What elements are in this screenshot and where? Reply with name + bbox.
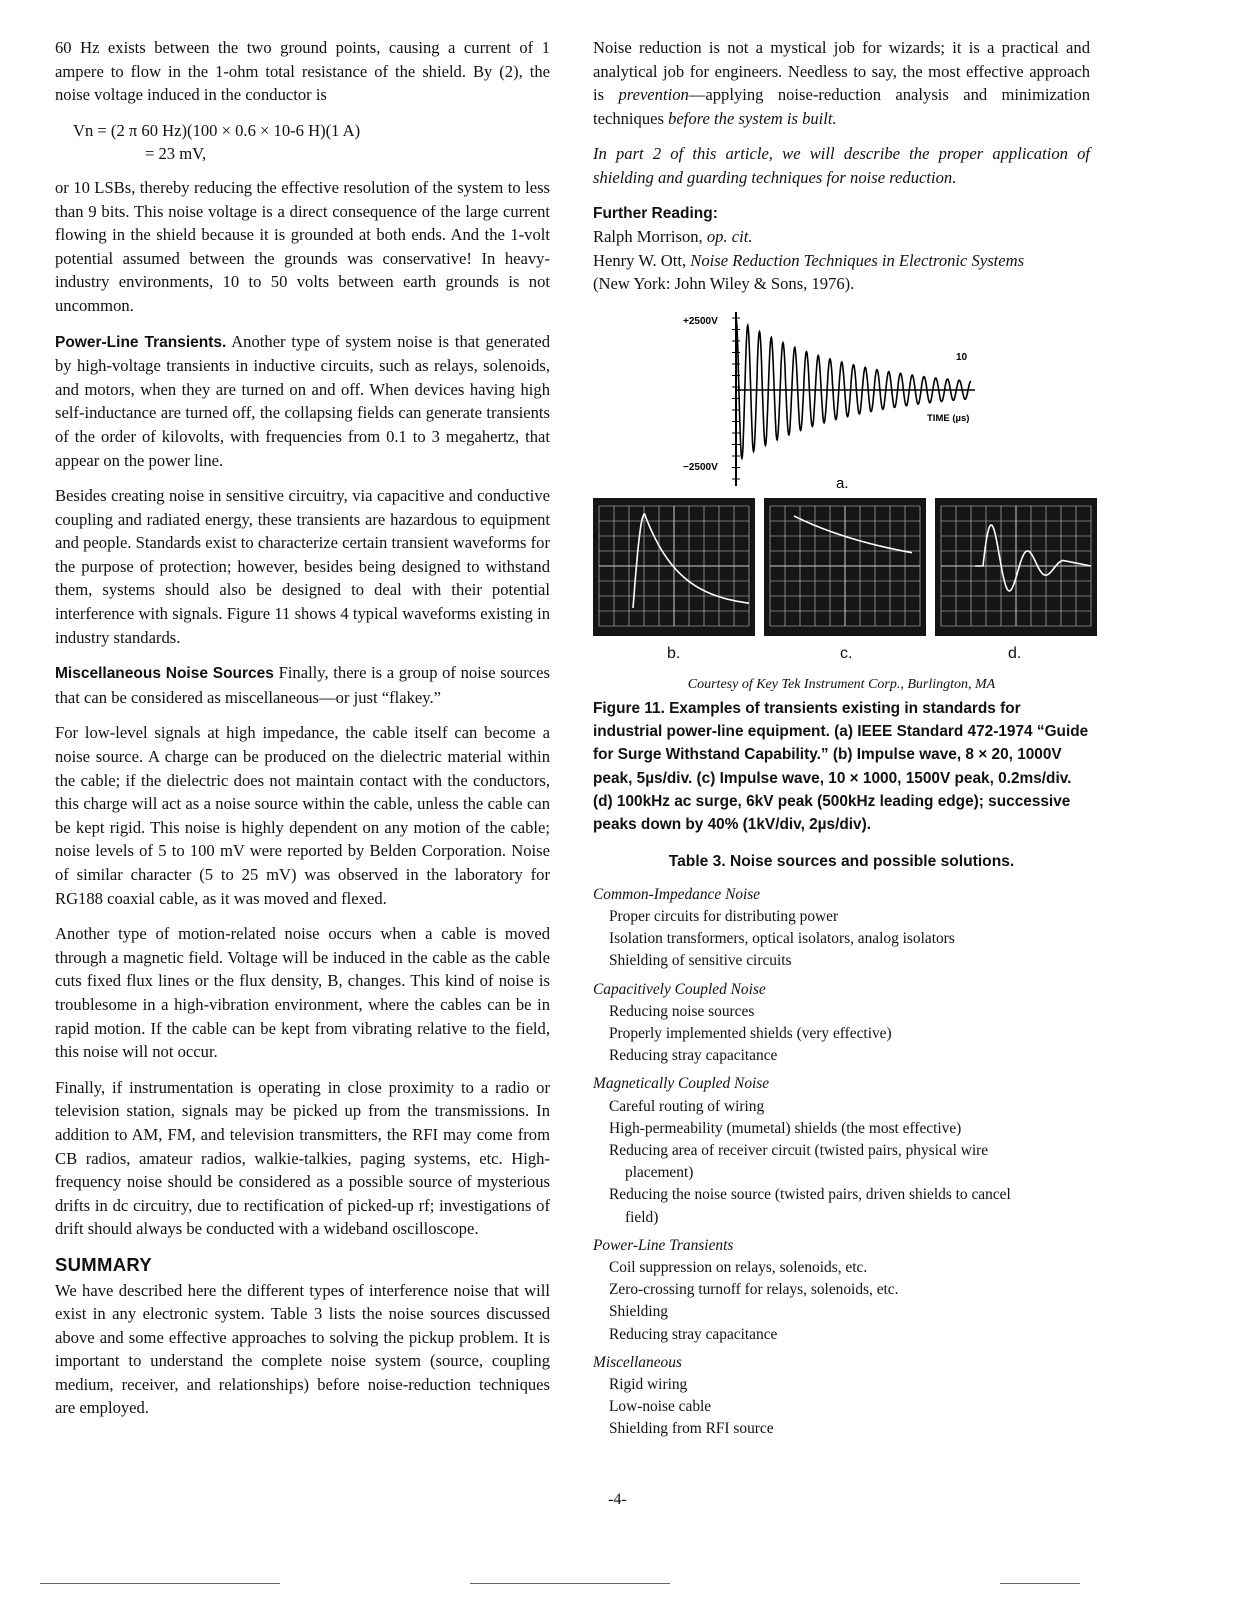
reference: [593, 249, 1090, 273]
a-axis-label: TIME (µs): [927, 412, 970, 424]
emphasis: op. cit.: [706, 227, 753, 247]
table-solution-item: Shielding of sensitive circuits: [609, 952, 792, 970]
table-group: [593, 1352, 1090, 1441]
table-solution-item: Reducing the noise source (twisted pairs, driven shields to cancel: [609, 1186, 1011, 1204]
figure-11: [593, 308, 1090, 675]
paragraph-body: Another type of system noise is that generated by high-voltage transients in inductive circuits, such as relays, solenoids, and motors, when they are turned on and off. When devices having high self-inductance are turned off, the collapsing fields can generate transients of the order of kilovolts, with frequencies from 0.1 to 3 megahertz, that appear on the power line.: [55, 331, 551, 470]
reference: [593, 225, 1090, 249]
table-group: [593, 884, 1090, 973]
emphasis: before the system is built.: [668, 108, 837, 128]
a-end-label: 10: [956, 351, 968, 363]
scope-panel-c: [764, 498, 926, 636]
table-3: [593, 884, 1090, 1441]
a-bottom-label: −2500V: [683, 461, 718, 473]
paragraph: 60 Hz exists between the two ground points, causing a current of 1 ampere to flow in the 1-ohm total resistance of the shield. By (2), the noise voltage induced in the conductor is: [55, 38, 550, 105]
text-run: Henry W. Ott,: [593, 250, 691, 270]
table-solution-item: Rigid wiring: [609, 1376, 688, 1394]
emphasis: prevention: [618, 85, 689, 105]
scan-edge: [1000, 1583, 1080, 1584]
equation: [73, 119, 550, 166]
table-solution-item: Coil suppression on relays, solenoids, etc.: [609, 1259, 868, 1276]
table-solution-item: Reducing stray capacitance: [609, 1325, 778, 1343]
table-solution-item: Zero-crossing turnoff for relays, solenoids, etc.: [609, 1281, 899, 1299]
table-solution-item: Reducing noise sources: [609, 1002, 755, 1020]
section-heading: SUMMARY: [55, 1253, 152, 1275]
table-solution-item: Low-noise cable: [609, 1398, 712, 1416]
table-solution-item: Proper circuits for distributing power: [609, 907, 839, 925]
equation-line: Vn = (2 π 60 Hz)(100 × 0.6 × 10-6 H)(1 A): [73, 120, 361, 140]
figure-caption: Figure 11. Examples of transients existing in standards for industrial power-line equipment. (a) IEEE Standard 472-1974 “Guide for Surge Withstand Capability.” (b) Impulse wave, 8 × 20, 1000V peak, 5µs/div. (c) Impulse wave, 10 × 1000, 1500V peak, 0.2ms/div. (d) 100kHz ac surge, 6kV peak (500kHz leading edge); successive peaks down by 40% (1kV/div, 2µs/div).: [593, 699, 1089, 833]
further-reading-heading: Further Reading:: [593, 204, 718, 222]
table-solution-item: Careful routing of wiring: [609, 1097, 765, 1115]
table-solution-item: placement): [625, 1164, 694, 1182]
paragraph: In part 2 of this article, we will describe the proper application of shielding and guarding techniques for noise reduction.: [593, 144, 1090, 187]
paragraph: We have described here the different types of interference noise that will exist in any electronic system. Table 3 lists the noise sources discussed above and some effective approaches to solving the pickup problem. It is important to understand the complete noise system (source, coupling medium, receiver, and relationships) before noise-reduction techniques are employed.: [55, 1280, 550, 1418]
scope-d: [935, 498, 1097, 636]
table-group: [593, 1073, 1090, 1228]
b-trace: [633, 514, 749, 608]
paragraph: [593, 36, 1090, 130]
paragraph: or 10 LSBs, thereby reducing the effective resolution of the system to less than 9 bits. This noise voltage is a direct consequence of the large current flowing in the shield because it is grounded at both ends. And the 1-volt potential assumed between the grounds was conservative! In heavy-industry environments, 10 to 50 volts between earth grounds is not uncommon.: [55, 177, 550, 315]
table-group-title: Capacitively Coupled Noise: [593, 980, 766, 998]
scope-panel-b: [593, 498, 755, 636]
table-solution-item: Reducing stray capacitance: [609, 1047, 778, 1065]
page-number: -4-: [608, 1491, 627, 1508]
table-group-title: Common-Impedance Noise: [593, 885, 761, 903]
left-column: [55, 36, 550, 1432]
table-solution-item: High-permeability (mumetal) shields (the most effective): [609, 1119, 962, 1137]
runin-heading: Power-Line Transients.: [55, 333, 227, 351]
a-label: a.: [836, 474, 849, 492]
c-label: c.: [840, 644, 853, 662]
table-solution-item: Properly implemented shields (very effective): [609, 1024, 892, 1042]
reference-continued: (New York: John Wiley & Sons, 1976).: [593, 274, 855, 294]
table-title: Table 3. Noise sources and possible solutions.: [668, 853, 1015, 871]
paragraph: For low-level signals at high impedance, the cable itself can become a noise source. A charge can be produced on the dielectric material within the cable; if the dielectric does not maintain contact with the conductors, this charge will act as a noise source within the cable, unless the cable can be kept rigid. This noise is highly dependent on any motion of the cable; noise levels of 5 to 100 mV were reported by Belden Corporation. Noise of similar character (5 to 25 mV) was observed in the laboratory for RG188 coaxial cable, as it was moved and flexed.: [55, 723, 550, 908]
table-group-title: Miscellaneous: [593, 1353, 682, 1371]
paragraph: Finally, if instrumentation is operating in close proximity to a radio or television station, signals may be picked up from the transmissions. In addition to AM, FM, and television transmitters, the RFI may come from CB radios, amateur radios, walkie-talkies, paging systems, etc. High-frequency noise should be considered as a possible source of mysterious drifts in dc circuitry, due to rectification of picked-up rf; investigations of drift should always be conducted with a wideband oscilloscope.: [55, 1077, 550, 1239]
table-group-title: Power-Line Transients: [593, 1236, 734, 1254]
table-solution-item: Reducing area of receiver circuit (twisted pairs, physical wire: [609, 1141, 989, 1159]
paragraph: Another type of motion-related noise occurs when a cable is moved through a magnetic field. Voltage will be induced in the cable as the cable cuts fixed flux lines or the flux density, B, changes. This kind of noise is troublesome in a high-vibration environment, where the cables can be in rapid motion. If the cable can be kept from vibrating relative to the field, this noise will not occur.: [55, 924, 550, 1062]
paragraph-body: Finally, there is a group of noise sources that can be considered as miscellaneous—or just “flakey.”: [55, 663, 550, 707]
scope-c: [764, 498, 926, 636]
paragraph: [55, 661, 550, 709]
text-run: —applying noise-reduction analysis and minimization techniques: [593, 85, 1091, 128]
table-solution-item: Shielding: [609, 1303, 668, 1321]
c-trace: [794, 516, 912, 553]
scope-b: [593, 498, 755, 636]
table-solution-item: Shielding from RFI source: [609, 1420, 774, 1438]
text-run: Noise reduction is not a mystical job for wizards; it is a practical and analytical job for engineers. Needless to say, the most effective approach is: [593, 38, 1090, 105]
paragraph: Besides creating noise in sensitive circuitry, via capacitive and conductive coupling and radiated energy, these transients are hazardous to equipment and people. Standards exist to characterize certain transient waveforms for the purpose of protection; however, besides being designed to withstand them, systems should also be designed to deal with their potential interference with signals. Figure 11 shows 4 typical waveforms existing in industry standards.: [55, 486, 550, 647]
d-label: d.: [1008, 644, 1022, 662]
equation-line: = 23 mV,: [145, 144, 207, 164]
table-group: [593, 1235, 1090, 1346]
scope-panel-d: [935, 498, 1097, 636]
text-run: Ralph Morrison,: [593, 227, 707, 247]
b-label: b.: [667, 644, 681, 662]
scan-edge: [470, 1583, 670, 1584]
right-column: [593, 36, 1090, 1447]
table-group: [593, 979, 1090, 1068]
emphasis: Noise Reduction Techniques in Electronic Systems: [690, 250, 1025, 270]
paragraph: [55, 330, 550, 473]
runin-heading: Miscellaneous Noise Sources: [55, 665, 274, 683]
a-top-label: +2500V: [683, 315, 718, 327]
waveform-a: [593, 308, 1090, 498]
a-trace: [736, 318, 971, 458]
figure-credit: Courtesy of Key Tek Instrument Corp., Burlington, MA: [687, 676, 996, 692]
scan-edge: [40, 1583, 280, 1584]
table-solution-item: field): [625, 1208, 659, 1226]
table-group-title: Magnetically Coupled Noise: [593, 1075, 770, 1093]
table-solution-item: Isolation transformers, optical isolators, analog isolators: [609, 930, 955, 948]
